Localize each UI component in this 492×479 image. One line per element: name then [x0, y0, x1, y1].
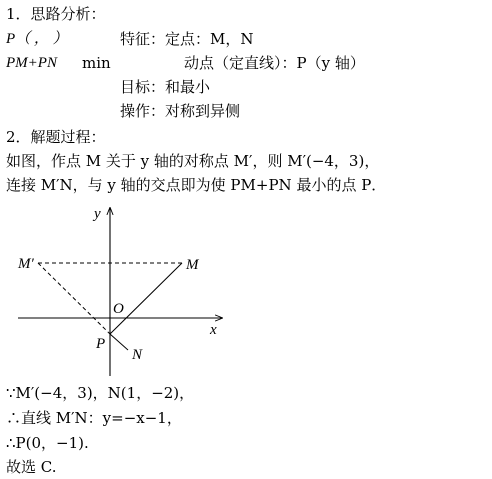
- point-mprime-label: M′: [18, 256, 34, 272]
- sum-expression: PM+PN: [6, 55, 57, 71]
- x-axis-label: x: [210, 322, 217, 338]
- operation-text: 操作：对称到异侧: [120, 102, 241, 120]
- solution-line-3: ∴P(0，−1).: [6, 434, 89, 452]
- origin-label: O: [113, 301, 124, 317]
- analysis-heading: 1．思路分析：: [6, 5, 106, 23]
- min-label: min: [82, 54, 111, 72]
- process-line-2: 连接 M′N，与 y 轴的交点即为使 PM+PN 最小的点 P．: [6, 176, 387, 194]
- y-axis-label: y: [94, 206, 101, 222]
- moving-point-line: 动点（定直线）：P（y 轴）: [184, 54, 365, 72]
- solution-line-1: ∵M′(−4，3)，N(1，−2)，: [6, 384, 195, 402]
- goal-text: 目标：和最小: [120, 78, 211, 96]
- dashed-line-mprime-p: [38, 263, 110, 334]
- point-m-label: M: [186, 257, 199, 273]
- process-heading: 2．解题过程：: [6, 128, 106, 146]
- point-n-label: N: [132, 347, 143, 363]
- process-line-1: 如图，作点 M 关于 y 轴的对称点 M′，则 M′(−4，3)，: [6, 152, 380, 170]
- geometry-diagram: [0, 198, 240, 380]
- point-p-label: P: [96, 336, 106, 352]
- solution-line-4: 故选 C.: [6, 458, 57, 476]
- feature-fixed-points: 特征：定点：M，N: [120, 30, 254, 48]
- solution-line-2: ∴直线 M′N：y=−x−1，: [6, 409, 182, 427]
- segment-p-m: [110, 263, 182, 334]
- segment-p-n: [110, 334, 128, 350]
- point-p-placeholder: P（ ， ）: [6, 31, 68, 47]
